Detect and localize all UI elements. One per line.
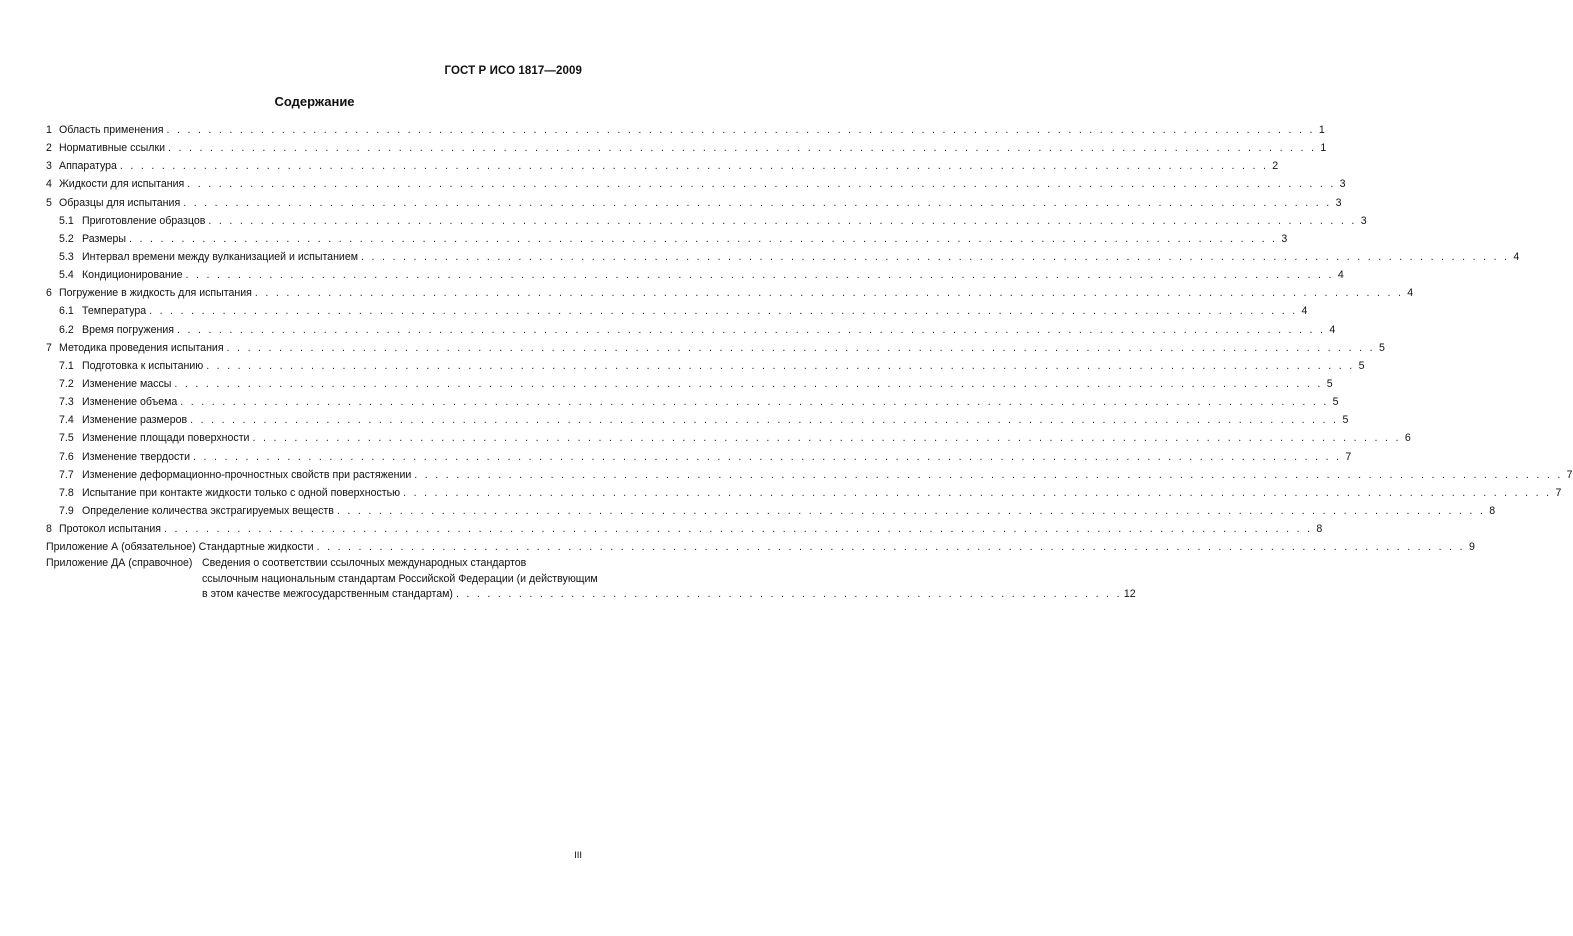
toc-page-number: 7 (1566, 468, 1573, 481)
appendix-da-title (202, 556, 1136, 603)
toc-entry-title: Изменение деформационно-прочностных свойств при растяжении (82, 468, 412, 481)
toc-entry-label (59, 448, 190, 466)
toc-entry[interactable] (46, 502, 1496, 520)
toc-page-number: 5 (1358, 359, 1365, 372)
dot-leader (149, 302, 1297, 320)
toc-entry-number: 7 (46, 341, 52, 354)
toc-page-number: 3 (1360, 214, 1367, 227)
toc-page-number: 4 (1301, 305, 1308, 318)
toc-entry-label (46, 339, 224, 357)
dot-leader (337, 502, 1485, 520)
toc-entry-title: Область применения (59, 124, 164, 136)
toc-page-number: 4 (1513, 250, 1520, 263)
toc-entry-number: 6.1 (59, 305, 74, 318)
dot-leader (208, 212, 1356, 230)
toc-entry-title: Приложение А (обязательное) Стандартные жидкости (46, 541, 314, 554)
toc-entry-number: 7.8 (59, 486, 74, 499)
toc-entry-number: 7.6 (59, 450, 74, 463)
toc-page-number: 7 (1555, 486, 1562, 499)
dot-leader (414, 466, 1562, 484)
toc-page-number: 3 (1335, 196, 1342, 209)
toc-entry[interactable] (46, 339, 1385, 357)
toc-entry-number: 5 (46, 196, 52, 209)
toc-title: Содержание (274, 94, 355, 109)
toc-entry-label (59, 248, 358, 266)
toc-entry-label (59, 393, 177, 411)
toc-page-number: 7 (1345, 450, 1352, 463)
toc-entry[interactable] (46, 121, 1325, 139)
toc-entry-label (59, 212, 205, 230)
toc-page-number: 4 (1329, 323, 1336, 336)
dot-leader (164, 520, 1312, 538)
toc-entry-label (46, 157, 117, 175)
toc-entry[interactable] (46, 520, 1323, 538)
toc-entry-title: Изменение твердости (82, 450, 191, 463)
toc-entry-number: 7.1 (59, 359, 74, 372)
toc-entry-number: 7.2 (59, 377, 74, 390)
toc-entry-title: Методика проведения испытания (59, 341, 224, 354)
appendix-da-line: в этом качестве межгосударственным стандартам) (202, 588, 453, 601)
dot-leader (120, 157, 1268, 175)
dot-leader (317, 538, 1465, 556)
toc-page-number: 8 (1316, 523, 1323, 536)
dot-leader (252, 429, 1400, 447)
toc-entries (46, 121, 1573, 556)
toc-page-number: 5 (1342, 414, 1349, 427)
appendix-da-line: ссылочным национальным стандартам Российской Федерации (и действующим (202, 572, 598, 585)
toc-entry[interactable] (46, 411, 1349, 429)
dot-leader (403, 484, 1551, 502)
toc-entry-label (59, 502, 334, 520)
toc-entry-label (59, 466, 411, 484)
toc-entry-title: Кондиционирование (82, 269, 183, 282)
toc-entry-number: 4 (46, 178, 52, 191)
toc-entry-title: Определение количества экстрагируемых веществ (82, 504, 334, 517)
toc-entry[interactable] (46, 175, 1346, 193)
toc-page-number: 4 (1337, 269, 1344, 282)
dot-leader (255, 284, 1403, 302)
toc-entry-label (59, 321, 174, 339)
toc-entry[interactable] (46, 284, 1414, 302)
toc-page-number: 1 (1320, 142, 1327, 155)
toc-entry-title: Приготовление образцов (82, 214, 206, 227)
toc-entry-number: 6 (46, 287, 52, 300)
dot-leader (166, 121, 1314, 139)
toc-entry[interactable] (46, 302, 1308, 320)
toc-entry-appendix-da[interactable] (46, 556, 1136, 603)
toc-page-number: 3 (1339, 178, 1346, 191)
toc-entry-number: 7.4 (59, 414, 74, 427)
toc-page-number: 12 (1123, 588, 1136, 601)
toc-entry-title: Изменение размеров (82, 414, 188, 427)
toc-entry[interactable] (46, 429, 1411, 447)
toc-page-number: 5 (1326, 377, 1333, 390)
toc-page-number: 5 (1332, 396, 1339, 409)
toc-entry-title: Жидкости для испытания (59, 178, 185, 191)
toc-entry-title: Время погружения (82, 323, 174, 336)
dot-leader (174, 375, 1322, 393)
toc-page-number: 4 (1407, 287, 1414, 300)
dot-leader (177, 321, 1325, 339)
toc-entry[interactable] (46, 321, 1336, 339)
toc-entry-label (46, 284, 252, 302)
toc-entry[interactable] (46, 157, 1279, 175)
toc-entry-label (46, 139, 165, 157)
toc-entry-label (59, 375, 171, 393)
toc-entry-number: 5.2 (59, 232, 74, 245)
toc-entry[interactable] (46, 212, 1367, 230)
toc-entry[interactable] (46, 230, 1288, 248)
toc-entry-number: 7.7 (59, 468, 74, 481)
toc-entry-number: 6.2 (59, 323, 74, 336)
appendix-da-last-line (202, 587, 1136, 603)
table-of-contents (46, 121, 1573, 603)
dot-leader (168, 139, 1316, 157)
dot-leader (361, 248, 1509, 266)
dot-leader (187, 175, 1335, 193)
document-code: ГОСТ Р ИСО 1817—2009 (444, 65, 582, 77)
toc-entry[interactable] (46, 266, 1344, 284)
toc-entry-label (59, 302, 146, 320)
toc-entry-number: 7.5 (59, 432, 74, 445)
toc-entry-number: 2 (46, 142, 52, 155)
toc-page-number: 5 (1378, 341, 1385, 354)
toc-entry-title: Подготовка к испытанию (82, 359, 204, 372)
toc-page-number: 8 (1489, 504, 1496, 517)
toc-entry[interactable] (46, 393, 1339, 411)
toc-entry-number: 1 (46, 124, 52, 136)
toc-entry-title: Протокол испытания (59, 523, 162, 536)
dot-leader (129, 230, 1277, 248)
toc-page-number: 1 (1318, 124, 1325, 136)
toc-page-number: 6 (1404, 432, 1411, 445)
dot-leader (456, 587, 1122, 603)
toc-page-number: 3 (1281, 232, 1288, 245)
toc-entry-label (59, 230, 126, 248)
toc-page-number: 2 (1272, 160, 1279, 173)
dot-leader (206, 357, 1354, 375)
toc-entry[interactable] (46, 538, 1475, 556)
toc-entry-title: Испытание при контакте жидкости только с одной поверхностью (82, 486, 401, 499)
toc-entry-title: Изменение площади поверхности (82, 432, 250, 445)
page-number: III (574, 850, 582, 861)
toc-entry[interactable] (46, 448, 1352, 466)
toc-entry-label (46, 121, 163, 139)
toc-entry-number: 7.3 (59, 396, 74, 409)
toc-page-number: 9 (1468, 541, 1475, 554)
toc-entry-number: 5.4 (59, 269, 74, 282)
toc-entry-number: 8 (46, 523, 52, 536)
toc-entry-number: 5.3 (59, 250, 74, 263)
toc-entry-label (46, 520, 161, 538)
toc-entry-label (59, 429, 249, 447)
toc-entry-title: Изменение массы (82, 377, 172, 390)
appendix-da-label: Приложение ДА (справочное) (46, 557, 193, 570)
toc-entry[interactable] (46, 357, 1365, 375)
toc-entry-label (46, 538, 314, 556)
toc-entry-number: 7.9 (59, 504, 74, 517)
toc-entry-title: Аппаратура (59, 160, 117, 173)
toc-entry-label (59, 484, 400, 502)
toc-entry-label (59, 266, 183, 284)
toc-entry-title: Погружение в жидкость для испытания (59, 287, 252, 300)
toc-entry-title: Интервал времени между вулканизацией и испытанием (82, 250, 359, 263)
toc-entry[interactable] (46, 248, 1520, 266)
toc-entry[interactable] (46, 484, 1562, 502)
toc-entry-label (46, 175, 184, 193)
toc-entry-title: Размеры (82, 232, 127, 245)
dot-leader (180, 393, 1328, 411)
toc-entry-title: Нормативные ссылки (59, 142, 166, 155)
dot-leader (186, 266, 1334, 284)
toc-entry[interactable] (46, 375, 1333, 393)
toc-entry[interactable] (46, 466, 1573, 484)
toc-entry-label (59, 357, 203, 375)
toc-entry-title: Образцы для испытания (59, 196, 181, 209)
dot-leader (190, 411, 1338, 429)
toc-entry-title: Изменение объема (82, 396, 178, 409)
toc-entry-title: Температура (82, 305, 147, 318)
toc-entry-number: 5.1 (59, 214, 74, 227)
appendix-da-line: Сведения о соответствии ссылочных международных стандартов (202, 557, 527, 570)
dot-leader (193, 448, 1341, 466)
toc-entry-number: 3 (46, 160, 52, 173)
dot-leader (227, 339, 1375, 357)
toc-entry-label (46, 194, 180, 212)
toc-entry[interactable] (46, 194, 1342, 212)
toc-entry-label (59, 411, 187, 429)
dot-leader (183, 194, 1331, 212)
toc-entry[interactable] (46, 139, 1327, 157)
